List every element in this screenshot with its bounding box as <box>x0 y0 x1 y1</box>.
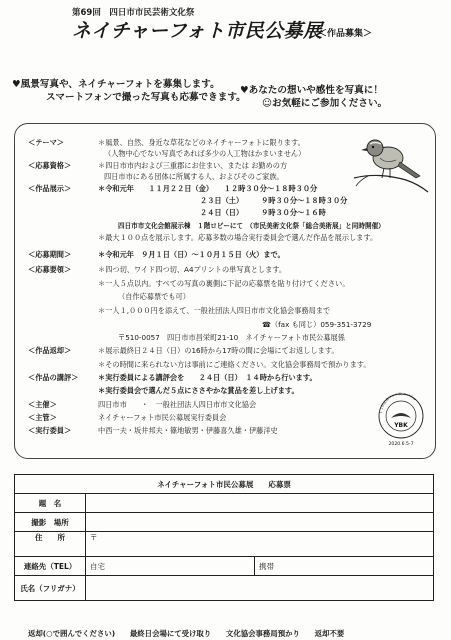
seal-arc-text: １３回記念フォト展 のパネル <box>378 391 417 415</box>
svg-text:１３回記念フォト展 のパネル <box>379 391 417 414</box>
exh-line1: ＊令和元年 １１月２２日（金） １２時３０分～１８時３０分 <box>98 184 318 193</box>
intro-right-line2: お気軽にご参加ください。 <box>272 98 388 109</box>
ybk-seal <box>376 388 426 452</box>
event-subtitle: 第69回 四日市市民芸術文化祭 <box>72 8 195 18</box>
req-line1: ＊四つ切、ワイド四つ切、A4プリントの単写真とします。 <box>98 265 287 274</box>
req-line5: ☎（fax も同じ）059-351-3729 <box>262 320 372 329</box>
intro-left <box>12 78 246 104</box>
review-row <box>28 373 317 383</box>
intro-right <box>240 84 387 110</box>
mobile-phone-label: 携帯 <box>259 561 274 571</box>
qual-line2: 四日市市にある団体に所属する人、およびそのご家族。 <box>104 172 284 181</box>
page-title: ネイチャーフォト市民公募展 <box>72 20 323 42</box>
org-row <box>28 400 257 410</box>
form-label-phone: 連絡先（TEL） <box>15 557 86 576</box>
form-label-address: 住 所 <box>15 532 86 557</box>
theme-label: ＜テーマ＞ <box>28 138 64 147</box>
heart-icon: ♥ <box>12 79 21 90</box>
req-line4: ＊一人１,０００円を添えて、一般社団法人四日市市文化協会事務局まで <box>98 306 331 315</box>
theme-row <box>28 138 305 148</box>
period-line1: ＊令和元年 ９月１日（日）～１０月１５日（火）まで。 <box>98 250 285 259</box>
seal-date: 2020.6.5-7 <box>388 442 414 447</box>
form-field-name[interactable] <box>86 576 434 601</box>
org-line1: 四日市市 ・ 一般社団法人四日市市文化協会 <box>98 400 257 409</box>
req-line6: 〒510-0057 四日市市昌栄町21-10 ネイチャーフォト市民公募展係 <box>118 333 345 342</box>
form-field-title[interactable] <box>86 494 434 513</box>
entry-form <box>14 474 434 601</box>
ret-line1: ＊展示最終日２４日（日）の16時から17時の間に会場にてお返しします。 <box>98 346 339 355</box>
smile-icon: ☺ <box>262 98 273 109</box>
form-field-place[interactable] <box>86 513 434 532</box>
intro-left-line2: スマートフォンで撮った写真も応募できます。 <box>46 92 246 103</box>
form-title: ネイチャーフォト市民公募展 応募票 <box>15 475 434 494</box>
req-row <box>28 265 287 275</box>
review-line1: ＊実行委員による講評会を ２４日（日） １４時から行います。 <box>98 373 317 382</box>
qual-row <box>28 161 288 171</box>
man-line1: ネイチャーフォト市民公募展実行委員会 <box>98 413 227 422</box>
req-line2: ＊一人５点以内。すべての写真の裏側に下記の応募票を貼り付けてください。 <box>98 279 350 288</box>
man-row <box>28 413 227 423</box>
req-label: ＜応募要領＞ <box>28 265 72 274</box>
seal-name: YBK <box>394 422 408 429</box>
period-row <box>28 250 285 260</box>
ret-line2: ＊その時間に来られない方は事前にご連絡ください。文化協会事務局で預かります。 <box>98 360 371 369</box>
org-label: ＜主催＞ <box>28 400 57 409</box>
form-label-place: 撮影 場所 <box>15 513 86 532</box>
form-field-address[interactable] <box>86 532 434 557</box>
form-label-title: 題 名 <box>15 494 86 513</box>
bird-illustration <box>348 134 430 210</box>
exh-row <box>28 184 318 194</box>
exec-label: ＜実行委員＞ <box>28 426 72 435</box>
theme-line2: （人物中心でない写真であれば多少の人工物はかまいません） <box>104 149 306 158</box>
period-label: ＜応募期間＞ <box>28 250 72 259</box>
man-label: ＜主管＞ <box>28 413 57 422</box>
call-for-entries-tag: ＜作品募集＞ <box>318 29 373 39</box>
ret-row <box>28 346 339 356</box>
form-label-name: 氏名（フリガナ） <box>15 576 86 601</box>
postal-mark: 〒 <box>90 533 98 542</box>
theme-line1: ＊風景、自然、身近な草花などのネイチャーフォトに限ります。 <box>98 138 305 147</box>
heart-icon: ♥ <box>240 85 249 96</box>
exh-line5: ＊最大１００点を展示します。応募多数の場合実行委員会で選んだ作品を展示します。 <box>98 233 378 242</box>
ret-label: ＜作品返却＞ <box>28 346 72 355</box>
intro-left-line1: 風景写真や、ネイチャーフォトを募集します。 <box>20 79 220 90</box>
req-line3: （自作応募票でも可） <box>118 292 190 301</box>
exh-line4: 四日市市文化会館展示棟 １階ロビーにて （市民美術文化祭「総合美術展」と同時開催） <box>118 222 385 230</box>
review-line2: ＊実行委員会で選んだ５点にささやかな賞品を差し上げます。 <box>98 386 299 395</box>
form-field-home[interactable] <box>86 557 255 576</box>
exh-label: ＜作品展示＞ <box>28 184 72 193</box>
qual-label: ＜応募資格＞ <box>28 161 72 170</box>
exec-line1: 中西一夫・坂井邦夫・篠地敏男・伊藤喜久雄・伊藤洋史 <box>98 426 278 435</box>
exec-row <box>28 426 278 436</box>
form-field-mobile[interactable] <box>255 557 434 576</box>
return-options: 返却(○で囲んでください) 最終日会場にて受け取り 文化協会事務局預かり 返却不要 <box>28 629 345 638</box>
review-label: ＜作品の講評＞ <box>28 373 79 382</box>
exh-line3: ２４日（日） ９時３０分～１６時 <box>200 208 326 217</box>
qual-line1: ＊四日市市内および三重郡にお住まい、または お勤めの方 <box>98 161 288 170</box>
home-phone-label: 自宅 <box>90 561 105 571</box>
intro-right-line1: あなたの想いや感性を写真に！ <box>248 85 383 96</box>
exh-line2: ２３日（土） ９時３０分～１８時３０分 <box>200 196 348 205</box>
